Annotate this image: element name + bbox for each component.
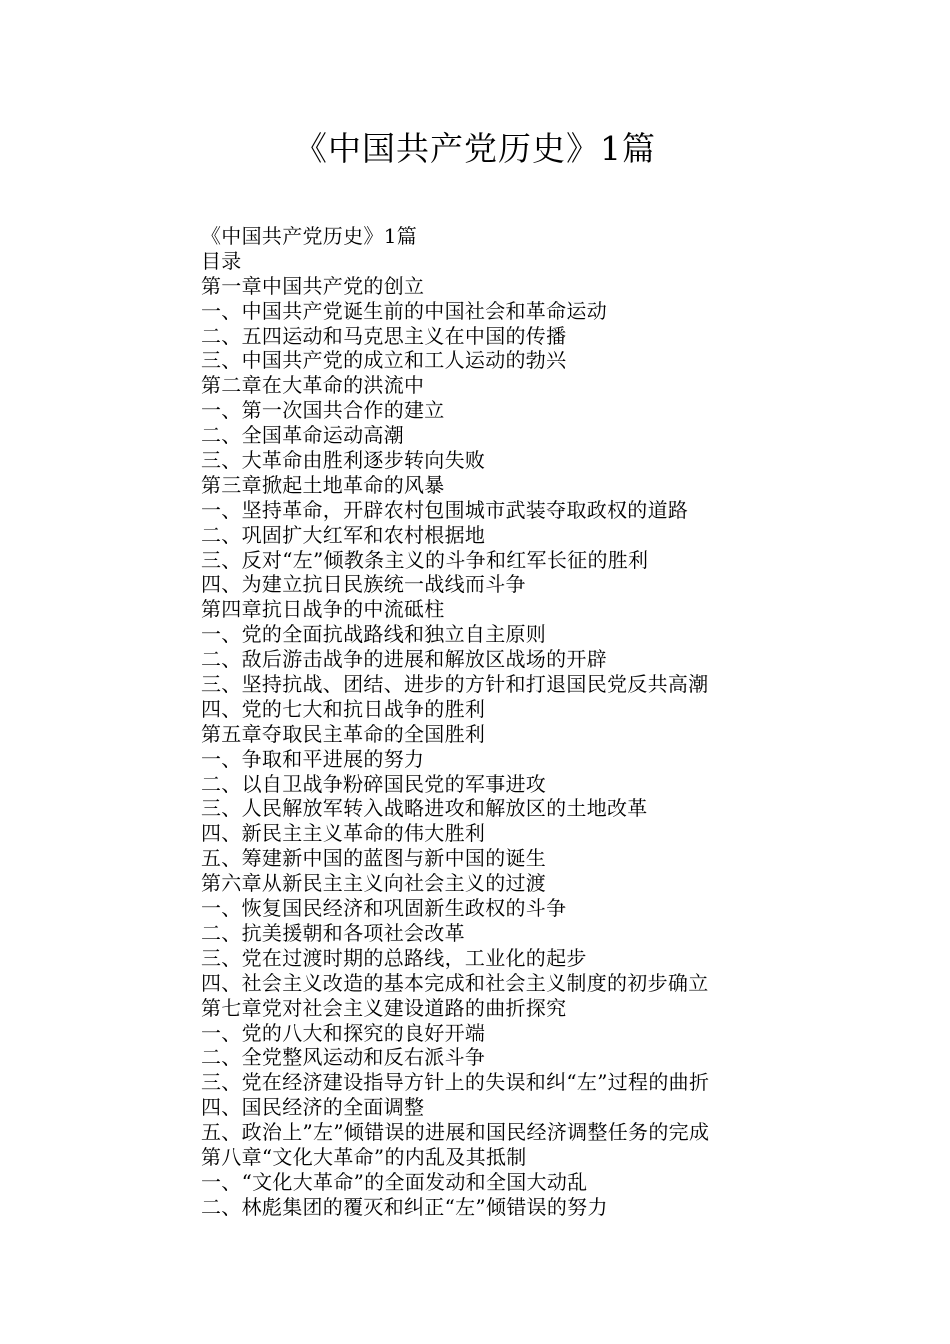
toc-chapter: 第八章“文化大革命”的内乱及其抵制 bbox=[201, 1144, 527, 1169]
toc-section: 二、全国革命运动高潮 bbox=[201, 423, 404, 448]
toc-section: 五、筹建新中国的蓝图与新中国的诞生 bbox=[201, 846, 547, 871]
toc-heading: 《中国共产党历史》1篇 bbox=[201, 224, 418, 248]
toc-section: 二、林彪集团的覆灭和纠正“左”倾错误的努力 bbox=[201, 1194, 608, 1219]
toc-section: 一、第一次国共合作的建立 bbox=[201, 398, 445, 423]
toc-section: 三、党在过渡时期的总路线，工业化的起步 bbox=[201, 945, 587, 970]
document-title: 《中国共产党历史》1篇 bbox=[294, 129, 656, 168]
toc-section: 二、敌后游击战争的进展和解放区战场的开辟 bbox=[201, 647, 607, 672]
toc-section: 四、社会主义改造的基本完成和社会主义制度的初步确立 bbox=[201, 970, 709, 995]
toc-chapter: 第五章夺取民主革命的全国胜利 bbox=[201, 721, 486, 746]
toc-section: 一、党的八大和探究的良好开端 bbox=[201, 1020, 486, 1045]
toc-section: 一、争取和平进展的努力 bbox=[201, 746, 425, 771]
toc-section: 三、人民解放军转入战略进攻和解放区的土地改革 bbox=[201, 796, 648, 821]
toc-section: 四、为建立抗日民族统一战线而斗争 bbox=[201, 572, 526, 597]
toc-section: 二、巩固扩大红军和农村根据地 bbox=[201, 522, 486, 547]
toc-section: 二、五四运动和马克思主义在中国的传播 bbox=[201, 323, 567, 348]
toc-chapter: 第三章掀起土地革命的风暴 bbox=[201, 472, 445, 497]
toc-section: 二、以自卫战争粉碎国民党的军事进攻 bbox=[201, 771, 547, 796]
toc-section: 一、坚持革命，开辟农村包围城市武装夺取政权的道路 bbox=[201, 497, 689, 522]
toc-chapter: 第一章中国共产党的创立 bbox=[201, 273, 425, 298]
toc-chapter: 第二章在大革命的洪流中 bbox=[201, 373, 425, 398]
toc-chapter: 第四章抗日战争的中流砥柱 bbox=[201, 597, 445, 622]
toc-section: 一、恢复国民经济和巩固新生政权的斗争 bbox=[201, 896, 567, 921]
toc-chapter: 第七章党对社会主义建设道路的曲折探究 bbox=[201, 995, 567, 1020]
toc-section: 四、新民主主义革命的伟大胜利 bbox=[201, 821, 486, 846]
toc-section: 三、党在经济建设指导方针上的失误和纠“左”过程的曲折 bbox=[201, 1070, 710, 1095]
toc-section: 二、全党整风运动和反右派斗争 bbox=[201, 1045, 486, 1070]
toc-chapter: 第六章从新民主主义向社会主义的过渡 bbox=[201, 871, 547, 896]
toc-section: 三、大革命由胜利逐步转向失败 bbox=[201, 448, 486, 473]
toc-section: 四、国民经济的全面调整 bbox=[201, 1095, 425, 1120]
toc-section: 二、抗美援朝和各项社会改革 bbox=[201, 920, 465, 945]
toc-section: 一、中国共产党诞生前的中国社会和革命运动 bbox=[201, 298, 607, 323]
toc-section: 一、“文化大革命”的全面发动和全国大动乱 bbox=[201, 1169, 588, 1194]
toc-section: 五、政治上”左”倾错误的进展和国民经济调整任务的完成 bbox=[201, 1120, 710, 1145]
toc-section: 一、党的全面抗战路线和独立自主原则 bbox=[201, 622, 547, 647]
table-of-contents bbox=[201, 224, 901, 1220]
toc-section: 三、反对“左”倾教条主义的斗争和红军长征的胜利 bbox=[201, 547, 649, 572]
toc-section: 三、坚持抗战、团结、进步的方针和打退国民党反共高潮 bbox=[201, 672, 709, 697]
toc-section: 三、中国共产党的成立和工人运动的勃兴 bbox=[201, 348, 567, 373]
toc-label: 目录 bbox=[201, 248, 242, 273]
toc-section: 四、党的七大和抗日战争的胜利 bbox=[201, 696, 486, 721]
